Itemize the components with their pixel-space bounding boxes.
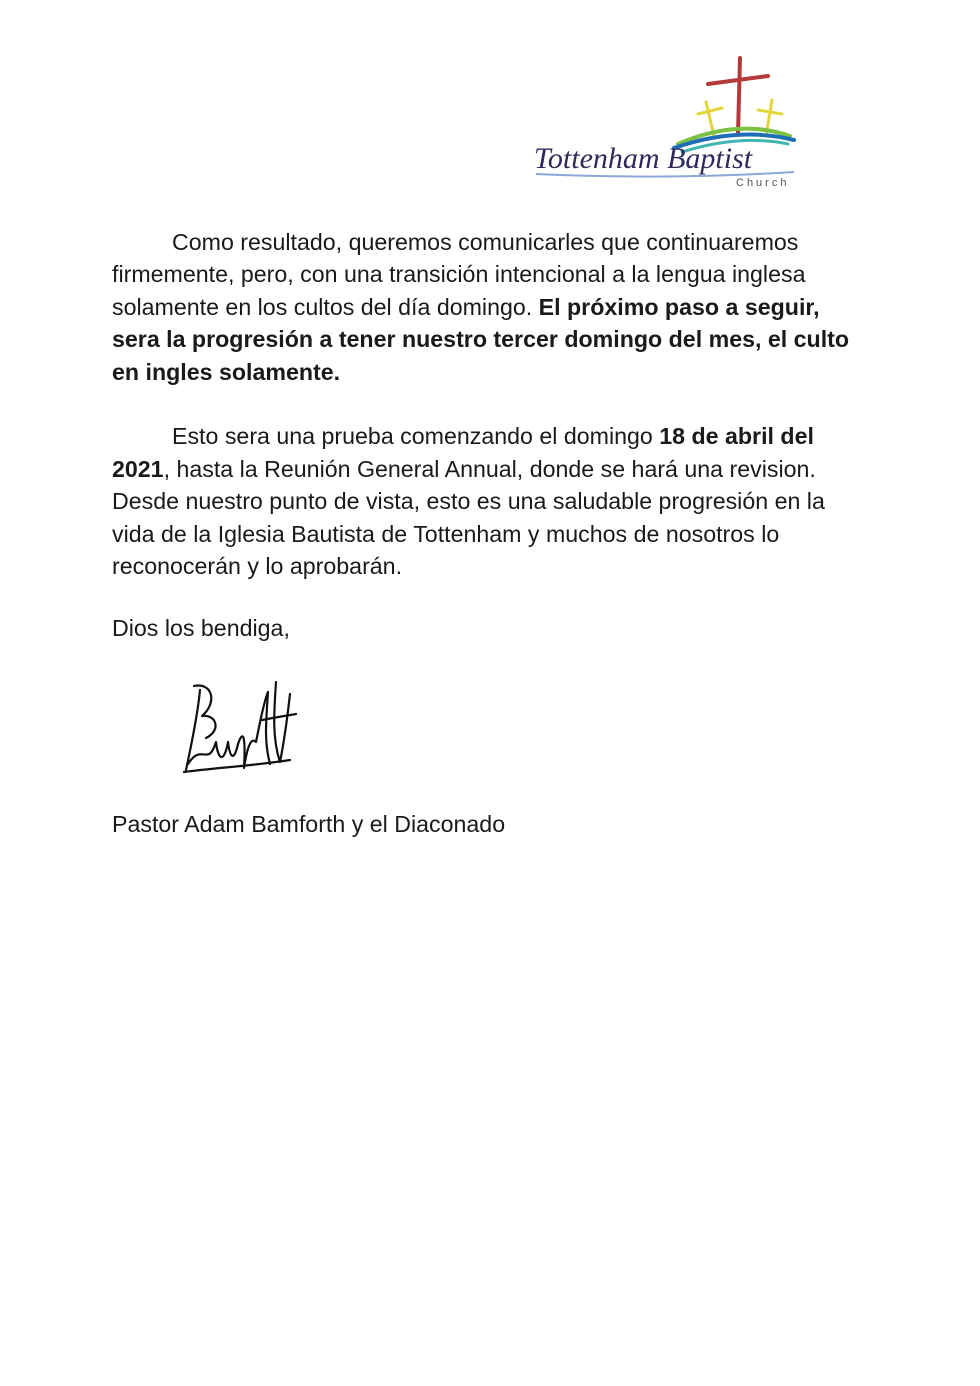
paragraph-1	[112, 226, 872, 388]
church-logo	[528, 52, 808, 192]
paragraph-2-text-start: Esto sera una prueba comenzando el domingo	[172, 423, 660, 450]
logo-church-text: Church	[736, 177, 790, 189]
paragraph-1-bold-text: El próximo paso a seguir, sera la progresión a tener nuestro tercer domingo del mes, el culto en ingles solamente.	[112, 293, 850, 385]
paragraph-2-date: 18 de abril del 2021	[112, 423, 814, 482]
paragraph-2-text-end: , hasta la Reunión General Annual, donde se hará una revision. Desde nuestro punto de vista, esto es una saludable progresión en la vida de la Iglesia Bautista de Tottenham y muchos de nosotros lo reconocerán y lo aprobarán.	[112, 455, 825, 580]
signoff-name: Pastor Adam Bamforth y el Diaconado	[112, 811, 506, 837]
paragraph-1-text: Como resultado, queremos comunicarles que continuaremos firmemente, pero, con una transición intencional a la lengua inglesa solamente en los cultos del día domingo.	[112, 229, 806, 320]
paragraph-2	[112, 420, 872, 582]
church-logo-graphic	[528, 52, 808, 192]
handwritten-signature	[172, 672, 302, 784]
closing-line: Dios los bendiga,	[112, 615, 290, 641]
letter-body	[112, 226, 872, 582]
logo-name-text: Tottenham Baptist	[534, 142, 753, 175]
